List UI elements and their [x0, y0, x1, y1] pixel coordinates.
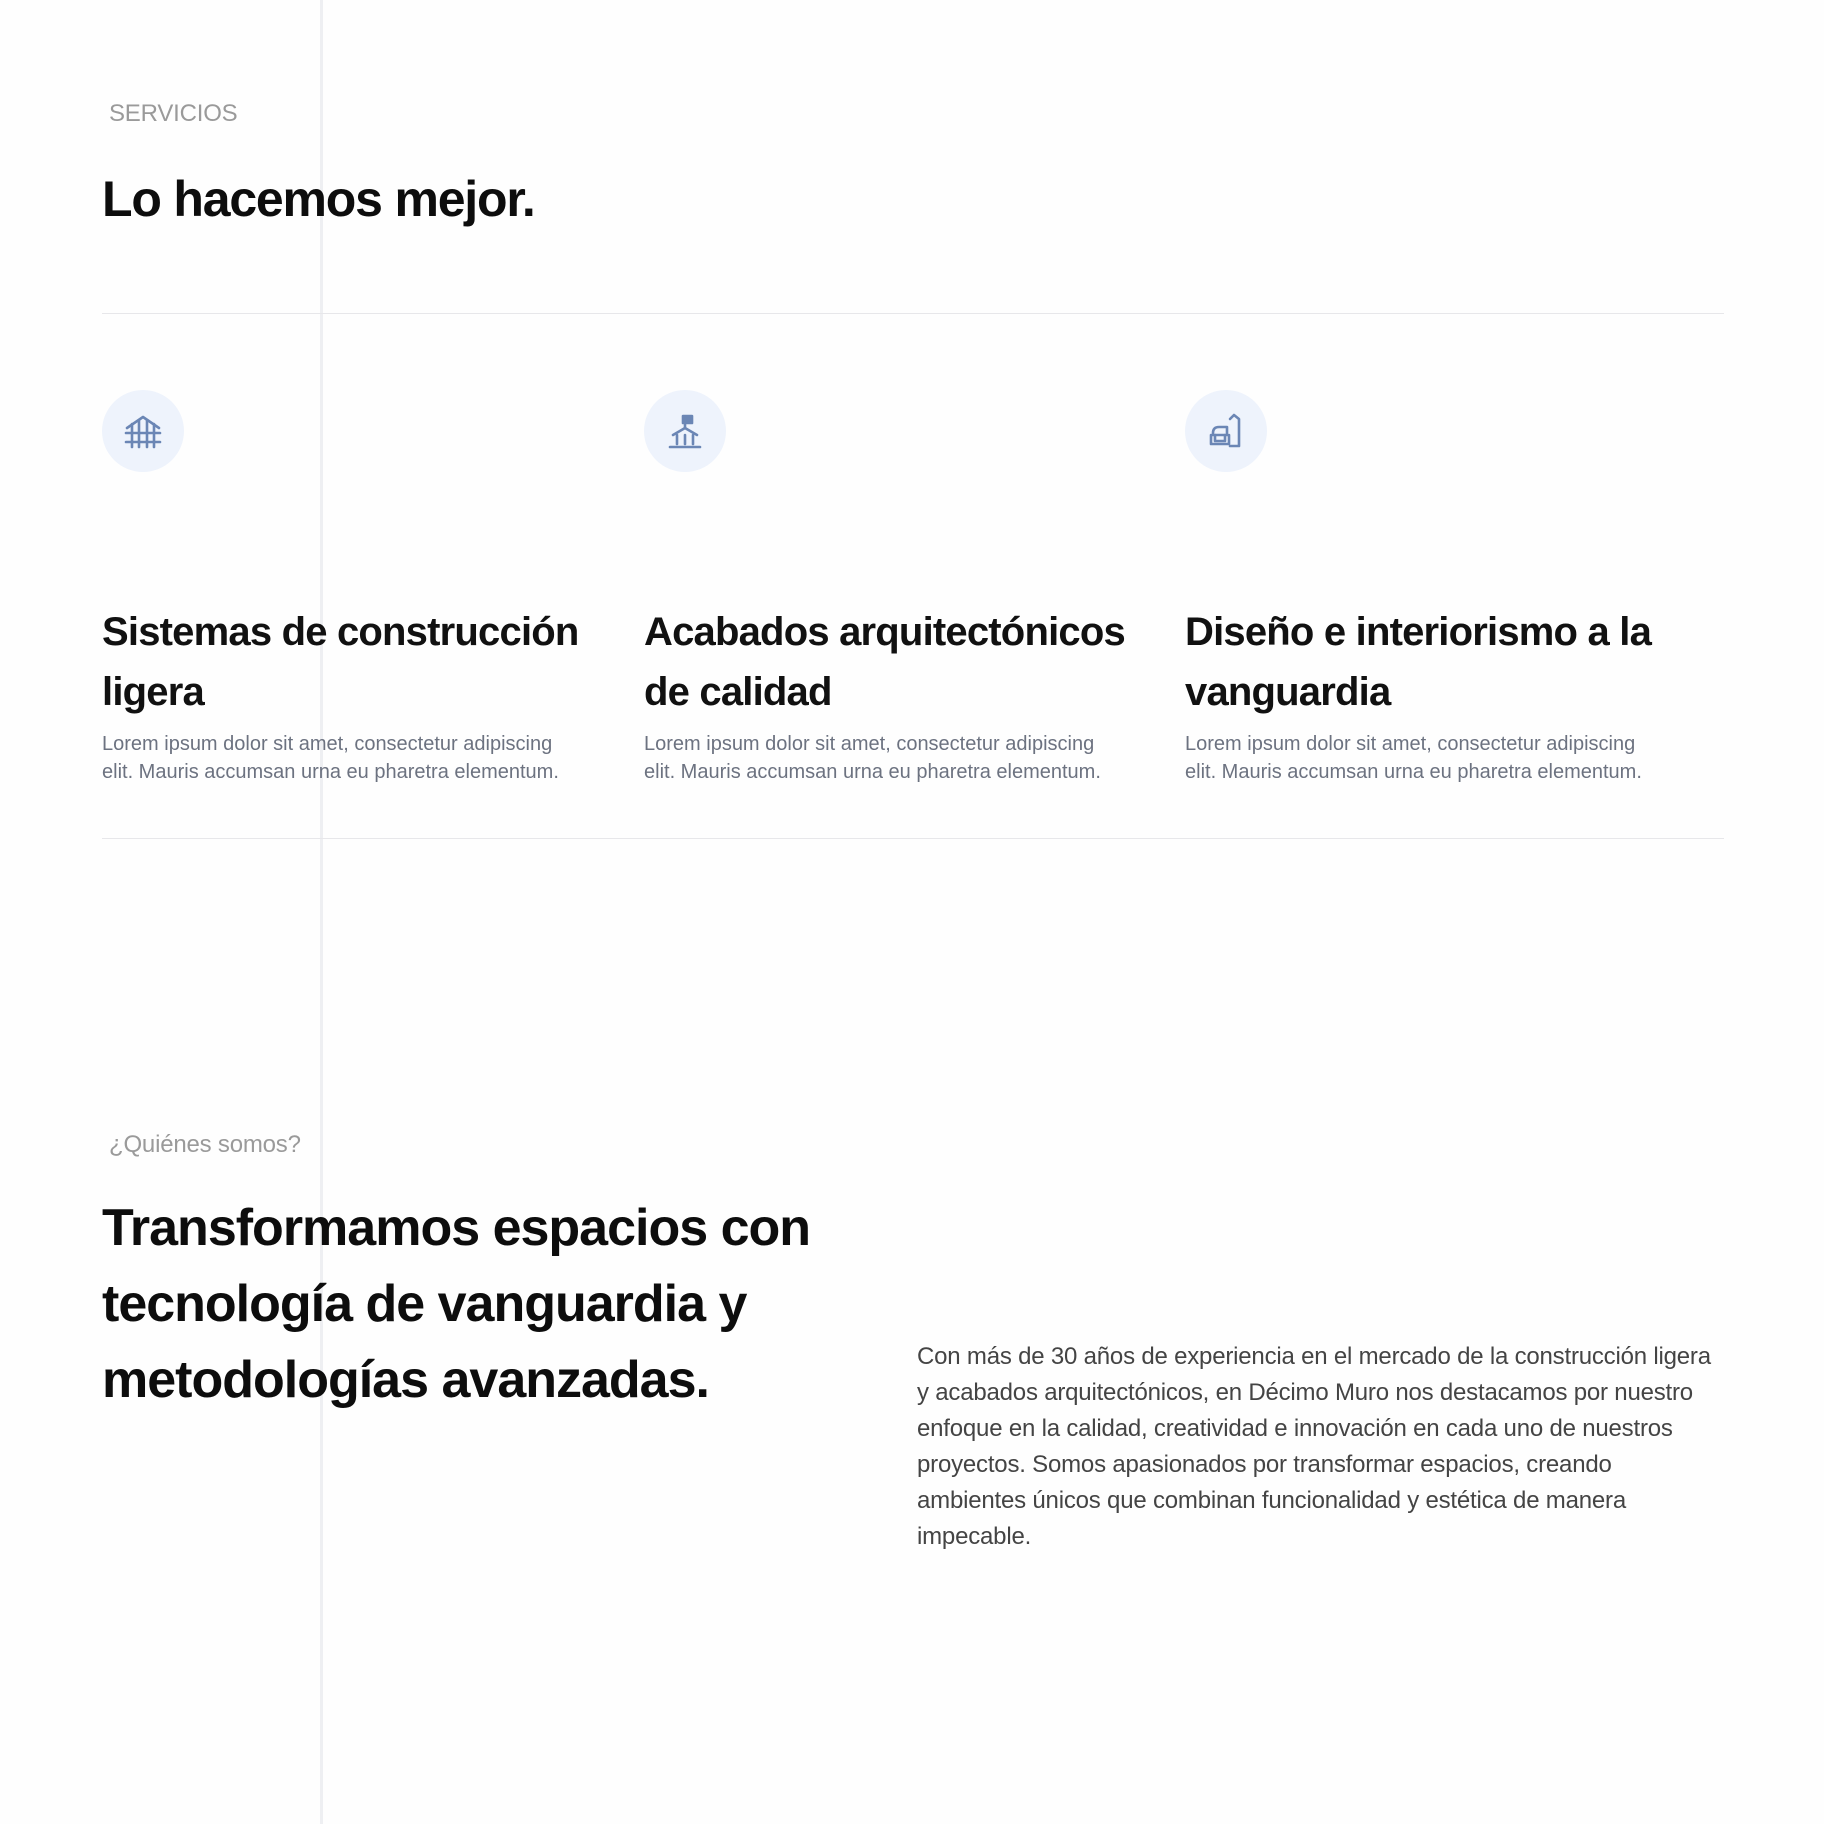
service-description: Lorem ipsum dolor sit amet, consectetur adipiscing elit. Mauris accumsan urna eu pharetra elementum. [102, 733, 559, 783]
about-eyebrow: ¿Quiénes somos? [109, 1131, 301, 1158]
divider-top [102, 313, 1724, 314]
interior-design-icon [1206, 411, 1246, 451]
services-eyebrow: SERVICIOS [109, 100, 238, 127]
service-icon-circle [644, 390, 726, 472]
service-card-light-construction [102, 390, 602, 786]
service-title: Acabados arquitectónicos de calidad [644, 610, 1125, 714]
service-title: Sistemas de construcción ligera [102, 610, 579, 714]
about-title: Transformamos espacios con tecnología de vanguardia y metodologías avanzadas. [102, 1199, 811, 1409]
divider-bottom [102, 838, 1724, 839]
service-title: Diseño e interiorismo a la vanguardia [1185, 610, 1652, 714]
building-finish-icon [665, 411, 705, 451]
about-body: Con más de 30 años de experiencia en el mercado de la construcción ligera y acabados arquitectónicos, en Décimo Muro nos destacamos por nuestro enfoque en la calidad, creatividad e innovación en cada uno de nuestros proyectos. Somos apasionados por transformar espacios, creando ambientes únicos que combinan funcionalidad y estética de manera impecable. [917, 1343, 1711, 1550]
service-description: Lorem ipsum dolor sit amet, consectetur adipiscing elit. Mauris accumsan urna eu pharetra elementum. [1185, 733, 1642, 783]
service-icon-circle [102, 390, 184, 472]
service-card-interior-design [1185, 390, 1685, 786]
bridge-icon [123, 411, 163, 451]
services-title: Lo hacemos mejor. [102, 171, 535, 227]
service-card-architectural-finishes [644, 390, 1144, 786]
service-description: Lorem ipsum dolor sit amet, consectetur adipiscing elit. Mauris accumsan urna eu pharetra elementum. [644, 733, 1101, 783]
service-icon-circle [1185, 390, 1267, 472]
vertical-guide-line [320, 0, 323, 1824]
